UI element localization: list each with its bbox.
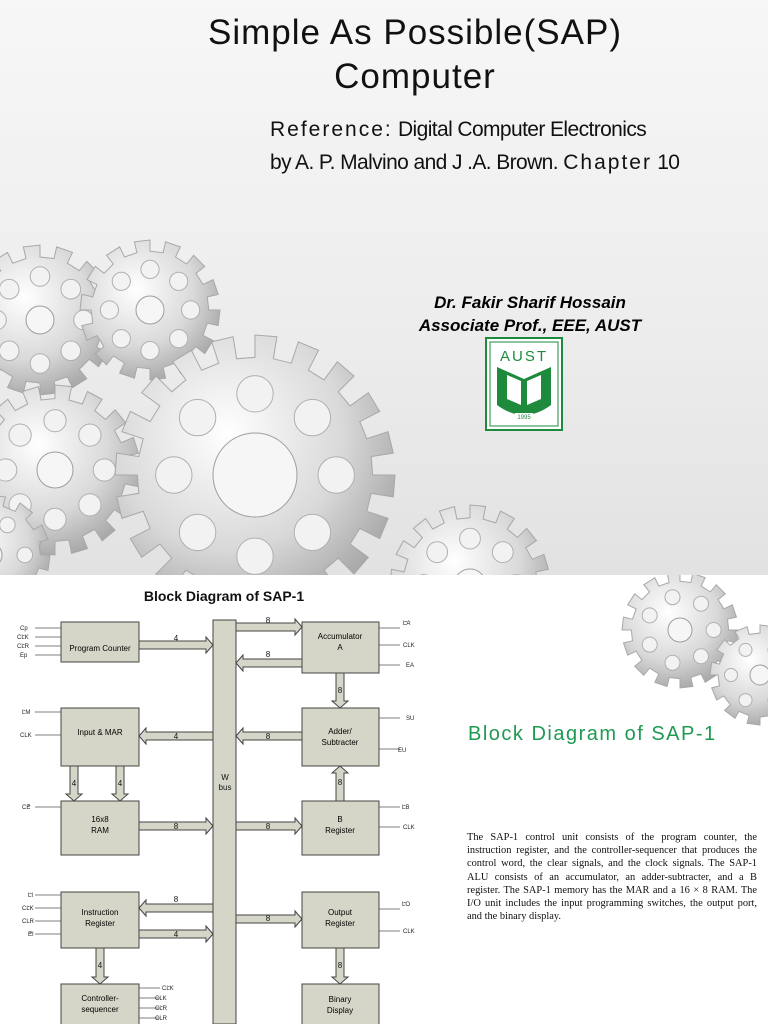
width-ir-in: 8 xyxy=(173,895,179,904)
width-acc-in: 8 xyxy=(265,616,271,625)
reference-authors: by A. P. Malvino and J .A. Brown. xyxy=(270,151,558,174)
binary-display-block xyxy=(302,984,379,1024)
logo-year: 1995 xyxy=(517,415,531,421)
width-pc: 4 xyxy=(173,634,179,643)
sig-pc-2: CLR xyxy=(17,644,30,650)
sig-b-0: LB xyxy=(402,805,410,811)
block-diagram-slide xyxy=(0,575,768,1024)
sig-ram-0: CE xyxy=(22,805,31,811)
width-ir-out: 4 xyxy=(173,930,179,939)
sig-acc-0: LA xyxy=(403,621,411,627)
sig-mar-0: LM xyxy=(22,710,31,716)
sig-acc-2: EA xyxy=(406,663,415,669)
sig-pc-1: CLK xyxy=(17,635,29,641)
accumulator-label-2: A xyxy=(337,643,343,652)
sig-add-1: EU xyxy=(398,748,407,754)
width-mar: 4 xyxy=(173,732,179,741)
instruction-register-label-2: Register xyxy=(85,919,115,928)
reference-book: Digital Computer Electronics xyxy=(397,118,647,141)
width-ram: 8 xyxy=(173,822,179,831)
controller-sequencer-label-1: Controller- xyxy=(81,994,119,1003)
sig-ir-3: EI xyxy=(28,932,34,938)
title-line-1: Simple As Possible(SAP) xyxy=(208,13,622,52)
output-register-label-1: Output xyxy=(327,908,353,917)
instruction-register-label-1: Instruction xyxy=(81,908,119,917)
reference-chapter-number: 10 xyxy=(657,151,680,174)
sig-cs-0: CLK xyxy=(162,986,174,992)
program-counter-label: Program Counter xyxy=(69,644,131,653)
sig-add-0: SU xyxy=(406,716,415,722)
binary-display-label-1: Binary xyxy=(328,995,352,1004)
controller-sequencer-block xyxy=(61,984,139,1024)
ram-label-2: RAM xyxy=(91,826,109,835)
width-b-in: 8 xyxy=(265,822,271,831)
sap1-block-diagram xyxy=(0,575,460,1024)
instruction-register-block xyxy=(61,892,139,948)
b-register-label-1: B xyxy=(337,815,343,824)
gear-icon xyxy=(390,505,550,575)
accumulator-block xyxy=(302,622,379,673)
sig-cs-1: CLK xyxy=(155,996,167,1002)
b-register-label-2: Register xyxy=(325,826,355,835)
slide-heading: Block Diagram of SAP-1 xyxy=(468,723,717,745)
binary-display-label-2: Display xyxy=(326,1006,354,1015)
width-acc-out: 8 xyxy=(265,650,271,659)
reference-line-1 xyxy=(270,118,646,142)
output-register-label-2: Register xyxy=(325,919,355,928)
output-register-block xyxy=(302,892,379,948)
sig-ir-1: CLK xyxy=(22,906,34,912)
w-bus xyxy=(213,620,236,1024)
input-mar-label: Input & MAR xyxy=(77,728,123,737)
author-name: Dr. Fakir Sharif Hossain xyxy=(434,293,626,312)
w-bus-label-2: bus xyxy=(218,783,232,792)
sig-pc-0: Cp xyxy=(20,626,28,632)
sig-cs-3: CLR xyxy=(155,1016,168,1022)
title-line-2: Computer xyxy=(334,57,496,96)
sig-out-1: CLK xyxy=(403,929,415,935)
reference-label: Reference: xyxy=(270,118,393,141)
adder-subtracter-label-2: Subtracter xyxy=(321,738,359,747)
width-add-out: 8 xyxy=(265,732,271,741)
controller-sequencer-label-2: sequencer xyxy=(81,1005,119,1014)
program-counter-block xyxy=(61,622,139,662)
aust-logo xyxy=(485,337,563,431)
sig-ir-0: LI xyxy=(28,893,34,899)
description-paragraph: The SAP-1 control unit consists of the program counter, the instruction register, and the controller-sequencer that produces the control word, the clear signals, and the clock signals. The SAP-1 ALU consists of an accumulator, an adder-subtracter, and a B register. The SAP-1 memory has the MAR and a 16 × 8 RAM. The I/O unit includes the input programming switches, the output port, and the binary display. xyxy=(467,832,757,923)
diagram-title: Block Diagram of SAP-1 xyxy=(143,588,305,604)
width-mar-ram-a: 4 xyxy=(71,779,77,788)
sig-cs-2: CLR xyxy=(155,1006,168,1012)
sig-out-0: LO xyxy=(402,902,411,908)
logo-acronym: AUST xyxy=(499,348,549,365)
adder-subtracter-label-1: Adder/ xyxy=(328,727,352,736)
width-disp: 8 xyxy=(337,961,343,970)
width-mar-ram-b: 4 xyxy=(117,779,123,788)
reference-chapter-label: Chapter xyxy=(563,151,652,174)
sig-mar-1: CLK xyxy=(20,733,32,739)
sig-pc-3: Ep xyxy=(20,653,28,659)
accumulator-label-1: Accumulator xyxy=(317,632,363,641)
width-acc-add: 8 xyxy=(337,686,343,695)
adder-subtracter-block xyxy=(302,708,379,766)
width-b-add: 8 xyxy=(337,778,343,787)
sig-b-1: CLK xyxy=(403,825,415,831)
ram-block xyxy=(61,801,139,855)
b-register-block xyxy=(302,801,379,855)
sig-ir-2: CLR xyxy=(22,919,35,925)
width-out-in: 8 xyxy=(265,914,271,923)
sig-acc-1: CLK xyxy=(403,643,415,649)
ram-label-1: 16x8 xyxy=(91,815,109,824)
input-mar-block xyxy=(61,708,139,766)
gear-icon xyxy=(80,240,220,380)
author-title: Associate Prof., EEE, AUST xyxy=(418,316,642,335)
w-bus-label-1: W xyxy=(221,773,229,782)
reference-line-2 xyxy=(270,151,679,175)
width-ir-cs: 4 xyxy=(97,961,103,970)
